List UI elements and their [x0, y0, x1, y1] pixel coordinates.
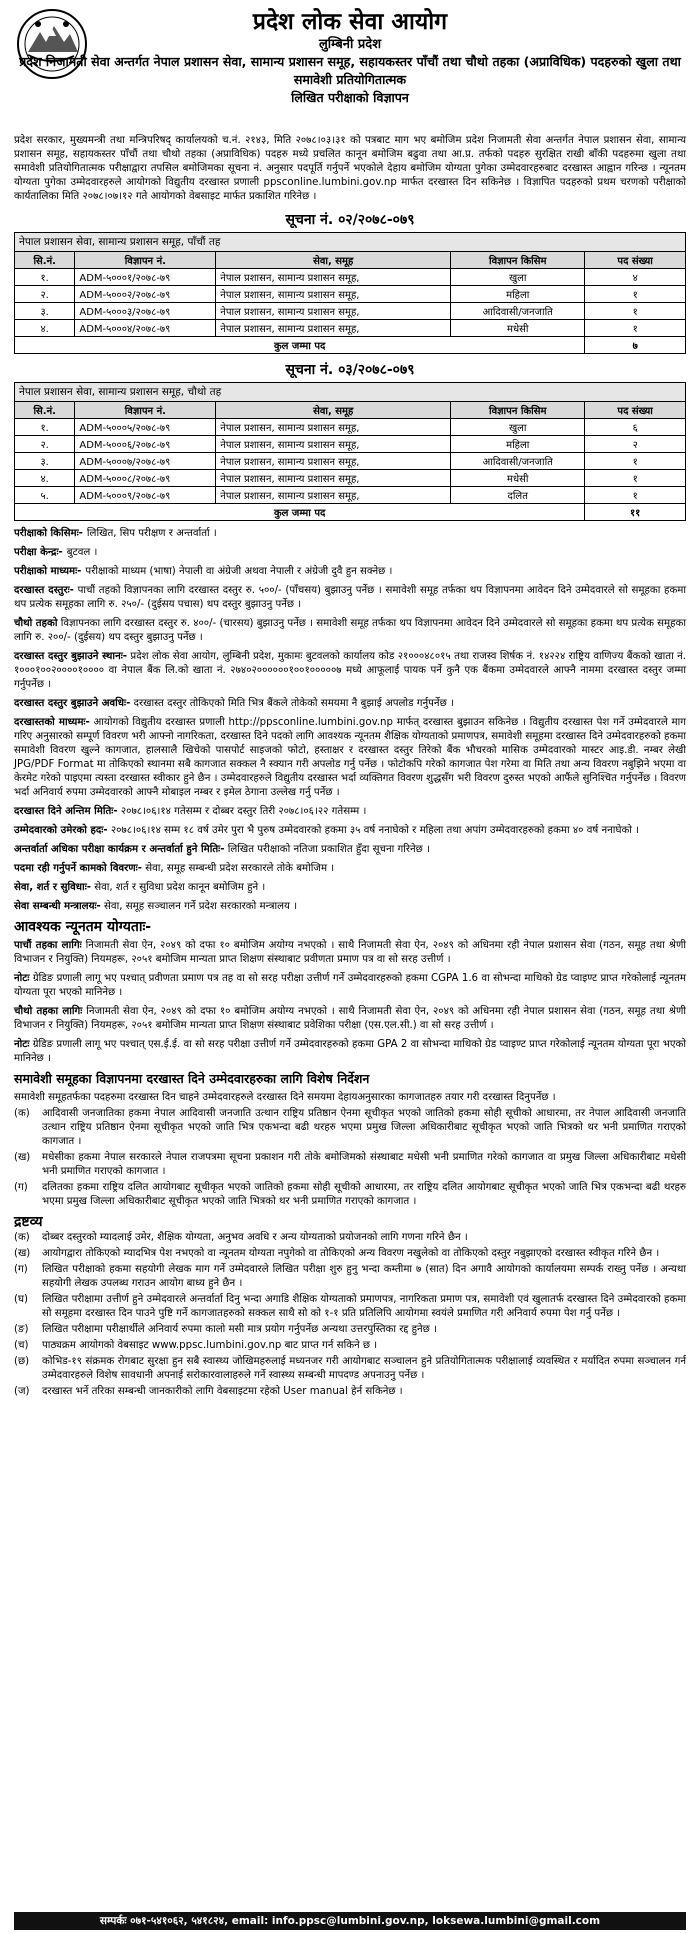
fourth-level-value: निजामती सेवा ऐन, २०४९ को दफा १० बमोजिम अयोग्य नभएको । साथै निजामती सेवा ऐन, २०४९ को अधिनमा रही नेपाल प्रशासन सेवा (गठन, समूह तथा श्रेणी विभाजन र नियुक्ति) नियमहरू, २०५१ बमोजिम मान्यता प्राप्त शिक्षण संस्थाबाट प्रवेशिका परीक्षा (एस.एल.सी.) वा सो सरह उत्तीर्ण ।: [14, 1006, 686, 1031]
table-cell: नेपाल प्रशासन, सामान्य प्रशासन समूह,: [216, 453, 451, 470]
list-marker: (छ): [14, 1356, 30, 1367]
table-cell: २: [585, 436, 686, 453]
job-desc-label: पदमा रही गर्नुपर्ने कामको विवरणः-: [14, 863, 142, 874]
table-row: [15, 286, 686, 303]
table-cell: नेपाल प्रशासन, सामान्य प्रशासन समूह,: [216, 487, 451, 504]
list-item: [14, 1293, 686, 1321]
ministry-value: सेवा, समूह सञ्चालन गर्ने प्रदेश सरकारको मन्त्रालय ।: [104, 901, 298, 912]
table-cell: आदिवासी/जनजाति: [451, 303, 585, 320]
terms-label: सेवा, शर्त र सुविधाः-: [14, 882, 91, 893]
exam-center-value: बुटवल ।: [66, 547, 98, 558]
table-row: [15, 487, 686, 504]
list-text: लिखित परीक्षामा उत्तीर्ण हुने उम्मेदवारले अन्तर्वार्ता दिनु भन्दा अगाडि शैक्षिक योग्यताको प्रमाणपत्र, नागरिकता प्रमाण पत्र, समावेशी एवं खुलातर्फ दरखास्त दिने उम्मेदवारको हकमा सो समूहमा दरखास्त दिन पाउने पुष्टि गर्ने कागजातहरुको सक्कल साथै सो को १-१ प्रति प्रतिलिपि आयोगमा स्वयंले प्रमाणित गरी अनिवार्य रुपमा पेश गर्नु पर्नेछ ।: [42, 1294, 686, 1319]
table-cell: महिला: [451, 436, 585, 453]
province-emblem-icon: [16, 8, 88, 80]
fee-value: पाचौं तहको विज्ञापनका लागि दरखास्त दस्तुर रु. ५००/- (पाँचसय) बुझाउनु पर्नेछ । समावेशी समूह तर्फका थप विज्ञापनमा आवेदन दिने उम्मेदवारले सो समूहका हकमा थप प्रत्येक समूहका लागि रु. २५०/- (दुईसय पचास) थप दस्तुर बुझाउनु पर्नेछ ।: [14, 585, 687, 610]
table-cell: ४: [585, 269, 686, 286]
table-cell: खुला: [451, 269, 585, 286]
list-marker: (ग): [14, 1182, 28, 1193]
fifth-note-value: ग्रेडिङ प्रणाली लागू भए पश्चात् प्रवीणता प्रमाण पत्र तह वा सो सरह परीक्षा उत्तीर्ण गर्ने उम्मेदवारहरुको हकमा CGPA 1.6 वा सोभन्दा माथिको ग्रेड प्वाइण्ट प्राप्त गरेकोलाई न्यूनतम योग्यता पूरा भएको मानिनेछ ।: [14, 973, 686, 998]
table-cell: ADM-५०००१/२०७८-७९: [75, 269, 216, 286]
table-cell: आदिवासी/जनजाति: [451, 453, 585, 470]
list-text: दरखास्त भर्ने तरिका सम्बन्धी जानकारीको लागि वेबसाइटमा रहेको User manual हेर्न सकिनेछ ।: [42, 1386, 403, 1397]
terms-value: सेवा, शर्त र सुविधा प्रदेश कानून बमोजिम हुने ।: [94, 882, 266, 893]
qualification-heading: आवश्यक न्यूनतम योग्यताः-: [14, 919, 152, 935]
column-header: पद संख्या: [585, 402, 686, 419]
notes-list: [14, 1231, 686, 1399]
qualification-section: [14, 920, 686, 1066]
interview-value: लिखित परीक्षाको नतिजा प्रकाशित हुँदा सूचना गरिनेछ ।: [227, 844, 430, 855]
list-marker: (ग): [14, 1264, 28, 1275]
table-cell: नेपाल प्रशासन, सामान्य प्रशासन समूह,: [216, 436, 451, 453]
interview-label: अन्तर्वार्ता अधिका परीक्षा कार्यक्रम र अन्तर्वार्ता हुने मितिः-: [14, 844, 225, 855]
intro-paragraph: प्रदेश सरकार, मुख्यमन्त्री तथा मन्त्रिपरिषद् कार्यालयको च.नं. २१४३, मिति २०७८।०३।३१ को पत्रबाट माग भए बमोजिम प्रदेश निजामती सेवा अन्तर्गत नेपाल प्रशासन सेवा, सामान्य प्रशासन समूह, सहायकस्तर पाँचौं तथा चौथो तहका (अप्राविधिक) पदहरु मध्ये प्रचलित कानून बमोजिम बढुवा तथा आ.प्र. तर्फको पदहरु सुरक्षित राखी बाँकी पदहरुमा खुला तथा समावेशी प्रतियोगितात्मक परीक्षाद्वारा तपसिल बमोजिमका सूचना नं. अनुसार पदपूर्ति गर्नुपर्ने भएकोले देहाय बमोजिम योग्यता पुगेका उम्मेदवारहरुबाट दरखास्त आह्वान गरिन्छ । न्यूनतम योग्यता पुगेका उम्मेदवारहरुले आयोगको विद्युतीय दरखास्त प्रणाली ppsconline.lumbini.gov.np मार्फत दरखास्त दिन सकिनेछ । विज्ञापित पदहरुको प्रथम चरणको परीक्षाको कार्यतालिका मिति २०७८।०७।१२ गते आयोगको वेबसाइट मार्फत प्रकाशित गरिनेछ ।: [14, 135, 686, 202]
job-desc-value: सेवा, समूह सम्बन्धी प्रदेश सरकारले तोके बमोजिम ।: [145, 863, 335, 874]
deadline-label: दरखास्त दिने अन्तिम मितिः-: [14, 806, 118, 817]
table-row: [15, 320, 686, 337]
table-row: [15, 436, 686, 453]
column-header: सेवा, समूह: [216, 402, 451, 419]
table-cell: ADM-५०००६/२०७८-७९: [75, 436, 216, 453]
table-cell: मधेसी: [451, 470, 585, 487]
table-row: [15, 269, 686, 286]
table-row: [15, 419, 686, 436]
table-cell: ६: [585, 419, 686, 436]
list-text: आयोगद्वारा तोकिएको म्यादभित्र पेश नभएको वा न्यूनतम योग्यता नपुगेको वा तोकिएको अन्य विवरण नखुलेको वा तोकिएको दस्तुर नबुझाएको दरखास्त स्वीकृत गरिने छैन ।: [42, 1248, 660, 1259]
column-header: पद संख्या: [585, 252, 686, 269]
exam-medium-label: परीक्षाको माध्यमः-: [14, 566, 82, 577]
table-cell: ADM-५०००५/२०७८-७९: [75, 419, 216, 436]
table-row: [15, 303, 686, 320]
column-header: सेवा, समूह: [216, 252, 451, 269]
column-header: विज्ञापन नं.: [75, 252, 216, 269]
list-item: [14, 1151, 686, 1179]
fee-period-value: दरखास्त दस्तुर तोकिएको मिति भित्र बैंकले तोकेको समयमा नै बुझाई अपलोड गर्नुपर्नेछ ।: [133, 698, 454, 709]
table-caption: नेपाल प्रशासन सेवा, सामान्य प्रशासन समूह, चौथो तह: [15, 383, 686, 402]
list-text: दोब्बर दस्तुरको म्यादलाई उमेर, शैक्षिक योग्यता, अनुभव अवधि र अन्य योग्यताको प्रयोजनको लागि गणना गरिने छैन ।: [42, 1232, 468, 1243]
table-cell: नेपाल प्रशासन, सामान्य प्रशासन समूह,: [216, 303, 451, 320]
table-row: [15, 470, 686, 487]
table-cell: १: [585, 470, 686, 487]
list-item: [14, 1355, 686, 1383]
list-text: लिखित परीक्षाको हकमा सहयोगी लेखक माग गर्ने उम्मेदवारले लिखित परीक्षा शुरु हुनु भन्दा कम्तीमा ७ (सात) दिन अगावै आयोगको कार्यालयमा सम्पर्क राख्नु पर्नेछ । अन्यथा सहयोगी लेखक उपलब्ध गराउन आयोग बाध्य हुने छैन ।: [42, 1264, 686, 1289]
vacancy-table: [14, 232, 686, 354]
column-header: विज्ञापन किसिम: [451, 402, 585, 419]
list-text: पाठ्यक्रम आयोगको वेबसाइट www.ppsc.lumbini.gov.np बाट प्राप्त गर्न सकिने छ ।: [42, 1340, 378, 1351]
table-cell: १: [585, 453, 686, 470]
list-marker: (च): [14, 1340, 29, 1351]
list-text: मधेसीका हकमा नेपाल सरकारले नेपाल राजपत्रमा सूचना प्रकाशन गरी तोके बमोजिमको संस्थाबाट मधेसी भनी प्रमाणित गरेको कागजात वा प्रमुख जिल्ला अधिकारीबाट मधेसी भनी प्रमाणित गराएको कागजात ।: [42, 1152, 686, 1177]
notes-section: [14, 1215, 686, 1399]
table-cell: १: [585, 286, 686, 303]
total-value: ११: [585, 504, 686, 521]
table-cell: १: [585, 320, 686, 337]
table-cell: १.: [15, 419, 75, 436]
inclusive-list: [14, 1107, 686, 1209]
list-marker: (घ): [14, 1294, 28, 1305]
table-caption: नेपाल प्रशासन सेवा, सामान्य प्रशासन समूह, पाँचौं तह: [15, 233, 686, 252]
exam-type-label: परीक्षाको किसिमः-: [14, 528, 83, 539]
age-limit-value: २०७८।०६।१४ सम्म १८ वर्ष उमेर पुरा भै पुरुष उम्मेदवारको हकमा ३५ वर्ष ननाघेको र महिला तथा अपांग उम्मेदवारहरुको हकमा ४० वर्ष ननाघेको ।: [110, 825, 640, 836]
list-text: कोभिड-१९ संक्रमक रोगबाट सुरक्षा हुन सबै स्वास्थ्य जोखिमहरुलाई मध्यनजर गरी आयोगबाट सञ्चालन हुने प्रतियोगितात्मक परीक्षालाई व्यवस्थित र मर्यादित रुपमा सञ्चालन गर्न उम्मेदवारहरुले विशेष सावधानी अपनाई सरोकारवालाहरुले गर्ने स्वास्थ्य सम्बन्धी मापदण्ड अपनाउनु पर्नेछ ।: [42, 1356, 686, 1381]
fourth-level-label: चौथो तहका लागिः: [14, 1006, 83, 1017]
list-marker: (क): [14, 1232, 30, 1243]
list-text: लिखित परीक्षामा परीक्षार्थीले अनिवार्य रुपमा कालो मसी मात्र प्रयोग गर्नुपर्नेछ अन्यथा उत्तरपुस्तिका रद्द हुनेछ ।: [42, 1324, 437, 1335]
list-item: [14, 1247, 686, 1261]
table-cell: ADM-५०००८/२०७८-७९: [75, 470, 216, 487]
table-cell: खुला: [451, 419, 585, 436]
notices: [14, 210, 686, 521]
exam-type-value: लिखित, सिप परीक्षण र अन्तर्वार्ता ।: [86, 528, 217, 539]
table-cell: ADM-५०००९/२०७८-७९: [75, 487, 216, 504]
fee-label: दरखास्त दस्तुरः-: [14, 585, 74, 596]
table-cell: ३.: [15, 303, 75, 320]
total-label: कुल जम्मा पद: [15, 504, 585, 521]
list-item: [14, 1339, 686, 1353]
apply-medium-value: आयोगको विद्युतीय दरखास्त प्रणाली http://ppsconline.lumbini.gov.np मार्फत् दरखास्त बुझाउन सकिनेछ । विद्युतीय दरखास्त पेश गर्ने उम्मेदवारले माग गरिए अनुसारको सम्पूर्ण विवरण भरी आफ्नो नागरिकता, दरखास्त दिने पदको लागि आवश्यक न्यूनतम शैक्षिक योग्यताको प्रमाणपत्र, समावेशी समूहमा दरखास्त दिने उम्मेदवारहरुको हकमा समावेशी विवरण खुल्ने कागजात, हालसालै खिचेको पासपोर्ट साइजको फोटो, हस्ताक्षर र दरखास्त दस्तुर तिरेको बैंक भौचरको मासिक उम्मेदवारको मास्टर आइ.डी. नम्बर लेखी JPG/PDF Format मा तोकिएको स्थानमा सबै कागजात सक्कल नै स्क्यान गरी अपलोड गर्नु पर्नेछ । फोटोकपि गरेको कागजात पेश गरेमा वा मिति तथा अन्य विवरण नबुझिने भएमा वा केरमेट गरेको पाइएमा त्यस्ता दरखास्त स्वीकार हुने छैन । उम्मेदवारहरुले विद्युतीय दरखास्त भर्दा व्यक्तिगत विवरण शुद्धसँग भरी विवरण दुरुस्त भएको आफैंले सुनिश्चित गर्नुपर्नेछ । विवरण भर्दा अनिवार्य रुपमा उम्मेदवारको आफ्नै मोबाइल नम्बर र इमेल ठेगाना उल्लेख गर्नु पर्नेछ ।: [14, 717, 686, 798]
list-text: दलितका हकमा राष्ट्रिय दलित आयोगबाट सूचीकृत भएको जातिको हकमा सोही सूचीको आधारमा, तर राष्ट्रिय दलित आयोगबाट सूचीकृत भएको जाति भित्र एकभन्दा बढी थरहरु भएमा प्रमुख जिल्ला अधिकारीबाट सूचीकृत भएको जाति भित्रको थर भनी प्रमाणित गराएको कागजात ।: [42, 1182, 686, 1207]
notice-title: सूचना नं. ०२/२०७८-०७९: [285, 212, 415, 228]
table-cell: नेपाल प्रशासन, सामान्य प्रशासन समूह,: [216, 419, 451, 436]
table-cell: नेपाल प्रशासन, सामान्य प्रशासन समूह,: [216, 286, 451, 303]
fee-place-value: प्रदेश लोक सेवा आयोग, लुम्बिनी प्रदेश, मुकामः बुटवलको कार्यालय कोड २१०००४८०१५ तथा राजस्व शिर्षक नं. १४२२४ राष्ट्रिय वाणिज्य बैंकको खाता नं. १०००१००२००००१०००० वा नेपाल बैंक लि.को खाता नं. २७४०२००००००१००१०००००७ मध्ये आफूलाई पायक पर्ने कुनै एक बैंकमा उम्मेदवारले आफ्नै नाममा दरखास्त दस्तुर जम्मा गर्नुपर्नेछ ।: [14, 651, 686, 690]
inclusive-intro: समावेशी समूहतर्फका पदहरुमा दरखास्त दिन चाहने उम्मेदवारहरुले दरखास्त दिने समयमा देहायअनुसारका कागजातहरु तयार गरी दरखास्त दिनुपर्नेछ ।: [14, 1092, 556, 1103]
table-cell: ४.: [15, 320, 75, 337]
table-cell: १.: [15, 269, 75, 286]
list-item: [14, 1107, 686, 1149]
fifth-note-label: नोटः: [14, 973, 30, 984]
table-cell: १: [585, 303, 686, 320]
list-item: [14, 1385, 686, 1399]
table-cell: २.: [15, 286, 75, 303]
table-cell: महिला: [451, 286, 585, 303]
column-header: विज्ञापन किसिम: [451, 252, 585, 269]
list-marker: (क): [14, 1108, 30, 1119]
list-marker: (ङ): [14, 1324, 29, 1335]
notes-heading: द्रष्टव्य: [14, 1214, 43, 1230]
table-cell: ३.: [15, 453, 75, 470]
age-limit-label: उम्मेदवारको उमेरको हदः-: [14, 825, 108, 836]
table-cell: दलित: [451, 487, 585, 504]
list-item: [14, 1181, 686, 1209]
list-marker: (ज): [14, 1386, 30, 1397]
table-cell: ५.: [15, 487, 75, 504]
province-name: लुम्बिनी प्रदेश: [318, 37, 382, 52]
table-cell: नेपाल प्रशासन, सामान्य प्रशासन समूह,: [216, 269, 451, 286]
apply-medium-label: दरखास्तको माध्यमः-: [14, 717, 90, 728]
table-cell: १: [585, 487, 686, 504]
inclusive-section: [14, 1072, 686, 1209]
column-header: विज्ञापन नं.: [75, 402, 216, 419]
total-value: ७: [585, 337, 686, 354]
list-item: [14, 1231, 686, 1245]
table-row: [15, 453, 686, 470]
fourth-note-value: ग्रेडिङ प्रणाली लागू भए पश्चात् एस.ई.ई. वा सो सरह परीक्षा उत्तीर्ण गर्ने उम्मेदवारहरुको हकमा GPA 2 वा सोभन्दा माथिको ग्रेड प्वाइण्ट प्राप्त गरेकोलाई न्यूनतम योग्यता पूरा भएको मानिनेछ ।: [14, 1039, 686, 1064]
table-cell: ADM-५०००३/२०७८-७९: [75, 303, 216, 320]
ministry-label: सेवा सम्बन्धी मन्त्रालयः-: [14, 901, 101, 912]
table-cell: नेपाल प्रशासन, सामान्य प्रशासन समूह,: [216, 320, 451, 337]
table-cell: मधेसी: [451, 320, 585, 337]
vacancy-table: [14, 382, 686, 521]
exam-medium-value: परीक्षाको माध्यम (भाषा) नेपाली वा अंग्रेजी अथवा नेपाली र अंग्रेजी दुवै हुन सक्नेछ ।: [85, 566, 393, 577]
table-cell: २.: [15, 436, 75, 453]
column-header: सि.नं.: [15, 402, 75, 419]
total-label: कुल जम्मा पद: [15, 337, 585, 354]
contact-footer: सम्पर्कः ०७१-५४१०६२, ५४१८२४, email: info.ppsc@lumbini.gov.np, loksewa.lumbini@gmail.com: [14, 1912, 686, 1930]
table-cell: ADM-५०००७/२०७८-७९: [75, 453, 216, 470]
fee4-label: चौथो तहको: [14, 618, 58, 629]
fee-period-label: दरखास्त दस्तुर बुझाउने अवधिः-: [14, 698, 131, 709]
commission-title: प्रदेश लोक सेवा आयोग: [252, 9, 448, 35]
deadline-value: २०७८।०६।१४ गतेसम्म र दोब्बर दस्तुर तिरी २०७८।०६।२२ गतेसम्म ।: [120, 806, 367, 817]
list-marker: (ख): [14, 1152, 31, 1163]
notice-title: सूचना नं. ०३/२०७८-०७९: [285, 362, 415, 378]
fee-place-label: दरखास्त दस्तुर बुझाउने स्थानः-: [14, 651, 128, 662]
list-text: आदिवासी जनजातिका हकमा नेपाल आदिवासी जनजाति उत्थान राष्ट्रिय प्रतिष्ठान ऐनमा सूचीकृत भएको जातिको हकमा सोही सूचीको आधारमा, तर नेपाल आदिवासी जनजाति उत्थान राष्ट्रिय प्रतिष्ठान ऐनमा सूचीकृत भएको जाति भित्र एकभन्दा बढी थरहरु भएमा प्रमुख जिल्ला अधिकारीबाट सूचीकृत भएको जाति भित्रको थर भनी प्रमाणित गराएको कागजात ।: [42, 1108, 686, 1147]
exam-center-label: परीक्षा केन्द्रः-: [14, 547, 63, 558]
fourth-note-label: नोटः: [14, 1039, 30, 1050]
fee4-value: विज्ञापनका लागि दरखास्त दस्तुर रु. ४००/- (चारसय) बुझाउनु पर्नेछ । समावेशी समूह तर्फका थप विज्ञापनमा आवेदन दिने उम्मेदवारले सो समूहका हकमा थप प्रत्येक समूहका लागि रु. २००/- (दुईसय) थप दस्तुर बुझाउनु पर्नेछ ।: [14, 618, 686, 643]
table-cell: नेपाल प्रशासन, सामान्य प्रशासन समूह,: [216, 470, 451, 487]
table-cell: ADM-५०००४/२०७८-७९: [75, 320, 216, 337]
list-item: [14, 1263, 686, 1291]
inclusive-heading: समावेशी समूहका विज्ञापनमा दरखास्त दिने उम्मेदवारहरुका लागि विशेष निर्देशन: [14, 1071, 370, 1086]
list-marker: (ख): [14, 1248, 31, 1259]
column-header: सि.नं.: [15, 252, 75, 269]
advert-subtitle: प्रदेश निजामती सेवा अन्तर्गत नेपाल प्रशासन सेवा, सामान्य प्रशासन समूह, सहायकस्तर पाँचौं तथा चौथो तहका (अप्राविधिक) पदहरुको खुला तथा समावेशी प्रतियोगितात्मक: [19, 54, 681, 87]
fifth-level-label: पाचौं तहका लागिः: [14, 940, 82, 951]
fifth-level-value: निजामती सेवा ऐन, २०४९ को दफा १० बमोजिम अयोग्य नभएको । साथै निजामती सेवा ऐन, २०४९ को अधिनमा रही नेपाल प्रशासन सेवा (गठन, समूह तथा श्रेणी विभाजन र नियुक्ति) नियमहरू, २०५१ बमोजिम मान्यता प्राप्त शिक्षण संस्थाबाट प्रवीणता प्रमाण पत्र वा सो सरह उत्तीर्ण ।: [14, 940, 686, 965]
header: [14, 8, 686, 126]
advert-subtitle-2: लिखित परीक्षाको विज्ञापन: [291, 90, 409, 105]
list-item: [14, 1323, 686, 1337]
table-cell: ADM-५०००२/२०७८-७९: [75, 286, 216, 303]
exam-details: [14, 527, 686, 914]
table-cell: ४.: [15, 470, 75, 487]
